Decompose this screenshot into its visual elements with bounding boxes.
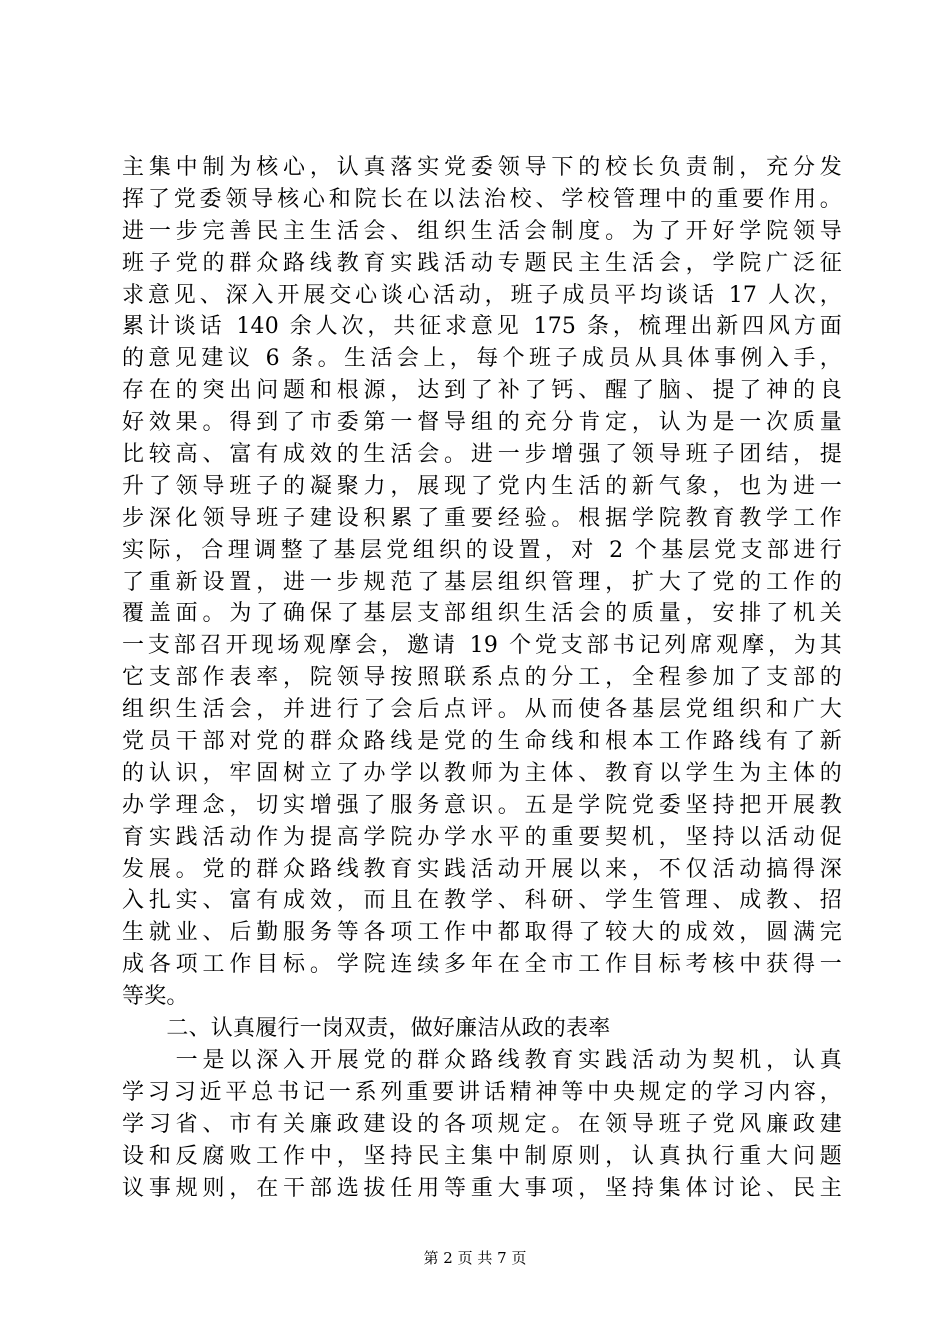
text-line: 步深化领导班子建设积累了重要经验。根据学院教育教学工作 [122, 505, 842, 531]
text-line: 成各项工作目标。学院连续多年在全市工作目标考核中获得一 [122, 952, 842, 978]
text-line: 入扎实、富有成效，而且在教学、科研、学生管理、成教、招 [122, 888, 842, 914]
text-line: 办学理念，切实增强了服务意识。五是学院党委坚持把开展教 [122, 792, 842, 818]
text-line: 等奖。 [122, 984, 189, 1010]
text-line: 求意见、深入开展交心谈心活动，班子成员平均谈话 17 人次， [122, 282, 842, 308]
text-line: 进一步完善民主生活会、组织生活会制度。为了开好学院领导 [122, 218, 842, 244]
text-line: 了重新设置，进一步规范了基层组织管理，扩大了党的工作的 [122, 569, 842, 595]
text-line: 实际，合理调整了基层党组织的设置，对 2 个基层党支部进行 [122, 537, 842, 563]
text-line: 的意见建议 6 条。生活会上，每个班子成员从具体事例入手， [122, 346, 842, 372]
text-line: 升了领导班子的凝聚力，展现了党内生活的新气象，也为进一 [122, 473, 842, 499]
text-line: 主集中制为核心，认真落实党委领导下的校长负责制，充分发 [122, 155, 842, 180]
text-line: 挥了党委领导核心和院长在以法治校、学校管理中的重要作用。 [122, 186, 842, 212]
text-line: 学习习近平总书记一系列重要讲话精神等中央规定的学习内容， [122, 1079, 842, 1105]
text-line: 它支部作表率，院领导按照联系点的分工，全程参加了支部的 [122, 665, 842, 691]
text-line: 学习省、市有关廉政建设的各项规定。在领导班子党风廉政建 [122, 1111, 842, 1137]
text-line: 好效果。得到了市委第一督导组的充分肯定，认为是一次质量 [122, 410, 842, 436]
text-line: 议事规则，在干部选拔任用等重大事项，坚持集体讨论、民主 [122, 1175, 842, 1201]
text-line: 班子党的群众路线教育实践活动专题民主生活会，学院广泛征 [122, 250, 842, 276]
text-line: 生就业、后勤服务等各项工作中都取得了较大的成效，圆满完 [122, 920, 842, 946]
text-line: 覆盖面。为了确保了基层支部组织生活会的质量，安排了机关 [122, 601, 842, 627]
section-heading: 二、认真履行一岗双责，做好廉洁从政的表率 [122, 1016, 611, 1042]
text-line: 的认识，牢固树立了办学以教师为主体、教育以学生为主体的 [122, 760, 842, 786]
text-line: 育实践活动作为提高学院办学水平的重要契机，坚持以活动促 [122, 824, 842, 850]
text-line: 党员干部对党的群众路线是党的生命线和根本工作路线有了新 [122, 729, 842, 755]
text-line: 组织生活会，并进行了会后点评。从而使各基层党组织和广大 [122, 697, 842, 723]
text-line: 比较高、富有成效的生活会。进一步增强了领导班子团结，提 [122, 442, 842, 468]
text-line: 存在的突出问题和根源，达到了补了钙、醒了脑、提了神的良 [122, 378, 842, 404]
text-line: 累计谈话 140 余人次，共征求意见 175 条，梳理出新四风方面 [122, 314, 842, 340]
text-line: 一是以深入开展党的群众路线教育实践活动为契机，认真 [122, 1047, 842, 1073]
page-number-footer: 第 2 页 共 7 页 [423, 1249, 527, 1267]
text-line: 设和反腐败工作中，坚持民主集中制原则，认真执行重大问题 [122, 1143, 842, 1169]
text-line: 发展。党的群众路线教育实践活动开展以来，不仅活动搞得深 [122, 856, 842, 882]
body-text [122, 152, 842, 1204]
text-line: 一支部召开现场观摩会，邀请 19 个党支部书记列席观摩，为其 [122, 633, 842, 659]
